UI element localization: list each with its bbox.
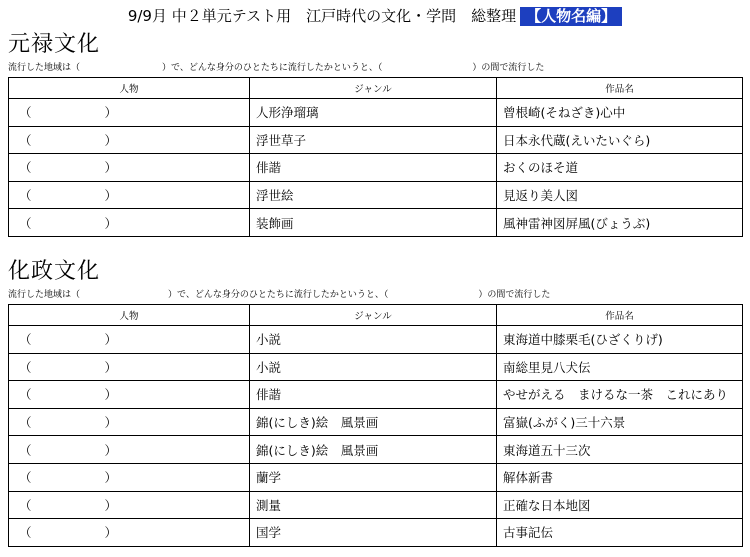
answer-blank[interactable] (15, 158, 243, 176)
answer-blank[interactable] (15, 358, 243, 376)
work-cell: 見返り美人図 (497, 181, 743, 209)
genre-cell: 錦(にしき)絵 風景画 (250, 436, 497, 464)
paren-close: ） (104, 332, 117, 348)
paren-close: ） (104, 188, 117, 204)
table-row (9, 154, 743, 182)
work-cell: 南総里見八犬伝 (497, 353, 743, 381)
paren-close: ） (104, 497, 117, 513)
worksheet-tag: 【人物名編】 (520, 7, 622, 26)
paren-close: ） (104, 415, 117, 431)
work-cell: 古事記伝 (497, 519, 743, 547)
paren-open: （ (19, 332, 32, 348)
table-row (9, 181, 743, 209)
table-row (9, 126, 743, 154)
answer-blank[interactable] (15, 214, 243, 232)
person-answer-cell[interactable] (9, 436, 250, 464)
paren-open: （ (19, 160, 32, 176)
col-header-person: 人物 (9, 305, 250, 326)
col-header-genre: ジャンル (250, 78, 497, 99)
work-cell: 東海道五十三次 (497, 436, 743, 464)
table-header-row (9, 78, 743, 99)
col-header-genre: ジャンル (250, 305, 497, 326)
genroku-table (8, 77, 743, 237)
paren-open: （ (19, 105, 32, 121)
person-answer-cell[interactable] (9, 353, 250, 381)
person-answer-cell[interactable] (9, 126, 250, 154)
table-row (9, 463, 743, 491)
worksheet-header (0, 6, 750, 26)
table-row (9, 408, 743, 436)
table-row (9, 436, 743, 464)
paren-close: ） (104, 132, 117, 148)
paren-open: （ (19, 132, 32, 148)
table-row (9, 209, 743, 237)
lead-end: ）の間で流行した (478, 290, 551, 300)
answer-blank[interactable] (15, 413, 243, 431)
genre-cell: 浮世絵 (250, 181, 497, 209)
work-cell: 富嶽(ふがく)三十六景 (497, 408, 743, 436)
genre-cell: 錦(にしき)絵 風景画 (250, 408, 497, 436)
paren-close: ） (104, 442, 117, 458)
paren-close: ） (104, 105, 117, 121)
paren-close: ） (104, 215, 117, 231)
genre-cell: 浮世草子 (250, 126, 497, 154)
paren-open: （ (19, 415, 32, 431)
answer-blank[interactable] (15, 186, 243, 204)
work-cell: 日本永代蔵(えいたいぐら) (497, 126, 743, 154)
paren-open: （ (19, 188, 32, 204)
lead-start: 流行した地域は（ (8, 290, 81, 300)
person-answer-cell[interactable] (9, 491, 250, 519)
lead-mid: ）で、どんな身分のひとたちに流行したかというと、（ (168, 290, 389, 300)
answer-blank[interactable] (15, 131, 243, 149)
table-row (9, 353, 743, 381)
paren-close: ） (104, 470, 117, 486)
person-answer-cell[interactable] (9, 463, 250, 491)
person-answer-cell[interactable] (9, 154, 250, 182)
genre-cell: 測量 (250, 491, 497, 519)
table-row (9, 381, 743, 409)
paren-close: ） (104, 387, 117, 403)
lead-end: ）の間で流行した (472, 63, 545, 73)
genre-cell: 装飾画 (250, 209, 497, 237)
lead-mid: ）で、どんな身分のひとたちに流行したかというと、（ (162, 63, 383, 73)
person-answer-cell[interactable] (9, 519, 250, 547)
worksheet-title: 9/9月 中２単元テスト用 江戸時代の文化・学問 総整理 (127, 7, 517, 25)
paren-close: ） (104, 525, 117, 541)
paren-open: （ (19, 387, 32, 403)
table-header-row (9, 305, 743, 326)
genre-cell: 人形浄瑠璃 (250, 99, 497, 127)
paren-open: （ (19, 470, 32, 486)
genre-cell: 俳諧 (250, 154, 497, 182)
genre-cell: 国学 (250, 519, 497, 547)
genre-cell: 蘭学 (250, 463, 497, 491)
answer-blank[interactable] (15, 496, 243, 514)
work-cell: 正確な日本地図 (497, 491, 743, 519)
person-answer-cell[interactable] (9, 99, 250, 127)
col-header-person: 人物 (9, 78, 250, 99)
section-title-genroku: 元禄文化 (8, 32, 101, 57)
answer-blank[interactable] (15, 330, 243, 348)
work-cell: 風神雷神図屏風(びょうぶ) (497, 209, 743, 237)
genre-cell: 俳諧 (250, 381, 497, 409)
table-row (9, 491, 743, 519)
paren-open: （ (19, 442, 32, 458)
table-row (9, 99, 743, 127)
genre-cell: 小説 (250, 326, 497, 354)
person-answer-cell[interactable] (9, 181, 250, 209)
paren-open: （ (19, 497, 32, 513)
answer-blank[interactable] (15, 468, 243, 486)
table-row (9, 519, 743, 547)
kasei-table (8, 304, 743, 547)
section-title-kasei: 化政文化 (8, 259, 101, 284)
work-cell: 曾根崎(そねざき)心中 (497, 99, 743, 127)
paren-close: ） (104, 359, 117, 375)
work-cell: 東海道中膝栗毛(ひざくりげ) (497, 326, 743, 354)
genre-cell: 小説 (250, 353, 497, 381)
answer-blank[interactable] (15, 523, 243, 541)
col-header-work: 作品名 (497, 305, 743, 326)
work-cell: おくのほそ道 (497, 154, 743, 182)
paren-open: （ (19, 215, 32, 231)
section-lead-genroku (8, 62, 544, 74)
work-cell: やせがえる まけるな一茶 これにあり (497, 381, 743, 409)
paren-open: （ (19, 359, 32, 375)
person-answer-cell[interactable] (9, 209, 250, 237)
table-row (9, 326, 743, 354)
work-cell: 解体新書 (497, 463, 743, 491)
answer-blank[interactable] (15, 441, 243, 459)
col-header-work: 作品名 (497, 78, 743, 99)
answer-blank[interactable] (15, 385, 243, 403)
paren-close: ） (104, 160, 117, 176)
person-answer-cell[interactable] (9, 381, 250, 409)
paren-open: （ (19, 525, 32, 541)
answer-blank[interactable] (15, 103, 243, 121)
section-lead-kasei (8, 289, 550, 301)
lead-start: 流行した地域は（ (8, 63, 81, 73)
person-answer-cell[interactable] (9, 326, 250, 354)
person-answer-cell[interactable] (9, 408, 250, 436)
